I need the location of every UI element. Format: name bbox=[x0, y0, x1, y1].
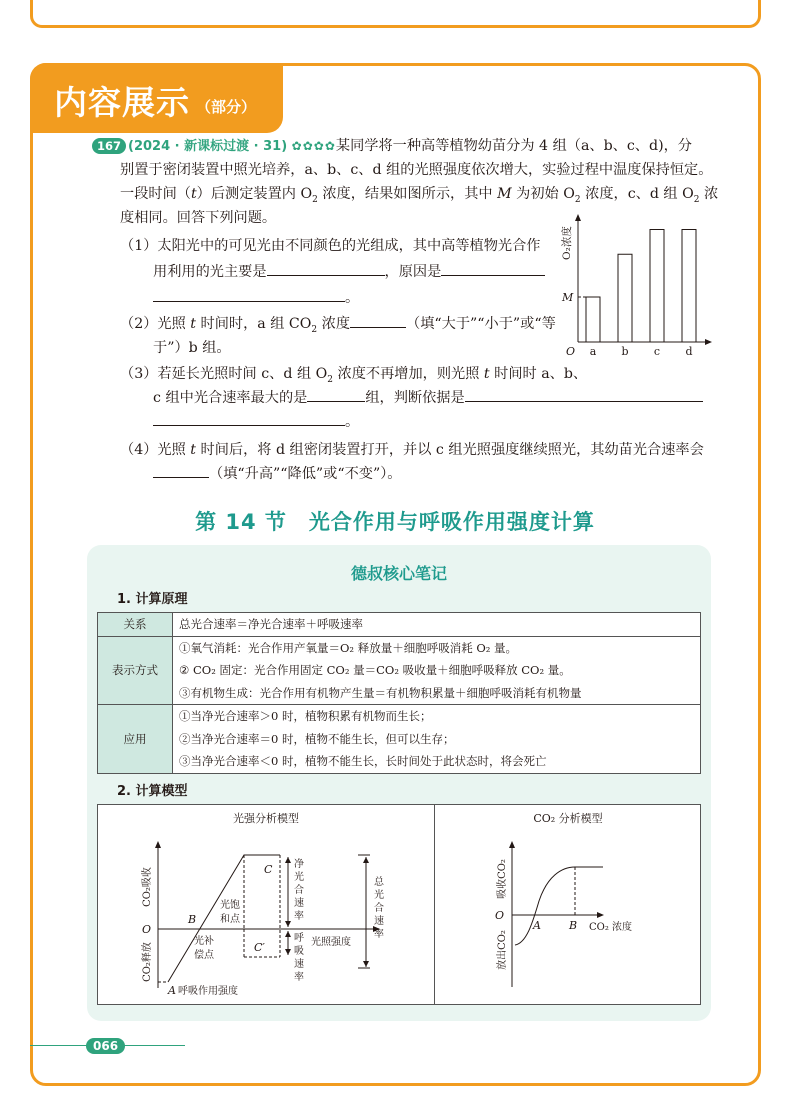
page-subtitle: （部分） bbox=[196, 98, 257, 116]
o2-bar-chart bbox=[556, 210, 716, 360]
saturation-label-2: 和点 bbox=[220, 914, 240, 925]
compensation-label-2: 偿点 bbox=[194, 950, 214, 961]
light-intensity-model bbox=[98, 805, 434, 1004]
answer-blank[interactable] bbox=[153, 286, 345, 302]
category-label-d: d bbox=[685, 345, 693, 358]
part-4-line-1: （4）光照 t 时间后，将 d 组密闭装置打开，并以 c 组光照强度继续照光，其幼苗光合速率会 bbox=[120, 442, 704, 458]
calc-model-box bbox=[97, 804, 701, 1005]
point-b: B bbox=[188, 913, 197, 926]
part-3-line-3: 。 bbox=[153, 410, 359, 434]
net-rate-char: 合 bbox=[294, 885, 304, 896]
question-line-2: 别置于密闭装置中照光培养，a、b、c、d 组的光照强度依次增大，实验过程中温度保持恒定。 bbox=[120, 162, 713, 178]
net-rate-char: 速 bbox=[294, 898, 304, 909]
notes-title: 德叔核心笔记 bbox=[350, 564, 447, 583]
co2-x-label: CO₂ 浓度 bbox=[589, 922, 633, 933]
calc-model-heading: 2. 计算模型 bbox=[117, 784, 188, 799]
part-2-line-1: （2）光照 t 时间时，a 组 $CO_2$ 浓度 （填“大于”“小于”或“等 bbox=[120, 312, 556, 342]
bar-a bbox=[586, 297, 600, 342]
part-1-line-1: （1）太阳光中的可见光由不同颜色的光组成，其中高等植物光合作 bbox=[120, 238, 541, 254]
total-rate-char: 率 bbox=[374, 929, 384, 940]
point-c-prime: C′ bbox=[254, 941, 265, 954]
calc-principle-heading: 1. 计算原理 bbox=[117, 592, 188, 607]
row-body: ①当净光合速率＞0 时，植物积累有机物而生长； ②当净光合速率＝0 时，植物不能生长，但可以生存； ③当净光合速率＜0 时，植物不能生长，长时间处于此状态时，将会死亡 bbox=[173, 705, 701, 774]
question-line-3: 一段时间（t）后测定装置内 $O_2$ 浓度，结果如图所示，其中 M 为初始 $O_2$ 浓度，c、d 组 $O_2$ 浓 bbox=[120, 186, 719, 205]
light-x-label: 光照强度 bbox=[311, 937, 351, 948]
part-1-line-3: 。 bbox=[153, 286, 359, 310]
light-origin: O bbox=[142, 923, 152, 936]
question-line-4: 度相同。回答下列问题。 bbox=[120, 210, 277, 226]
y-axis-label: O₂浓度 bbox=[561, 226, 573, 260]
category-label-a: a bbox=[589, 345, 597, 358]
principle-table bbox=[97, 612, 701, 774]
resp-rate-char: 吸 bbox=[294, 946, 304, 957]
row-body: 总光合速率＝净光合速率＋呼吸速率 bbox=[173, 613, 701, 637]
part-4-line-2: （填“升高”“降低”或“不变”）。 bbox=[153, 462, 401, 486]
resp-rate-char: 率 bbox=[294, 972, 304, 983]
net-rate-char: 光 bbox=[294, 872, 304, 883]
answer-blank[interactable] bbox=[465, 386, 703, 402]
answer-blank[interactable] bbox=[307, 386, 365, 402]
question-line-1 bbox=[92, 134, 692, 159]
co2-point-b: B bbox=[569, 919, 578, 932]
page-title: 内容展示 bbox=[54, 83, 190, 122]
core-notes-box bbox=[87, 545, 711, 1021]
co2-concentration-model bbox=[435, 805, 701, 1004]
co2-point-a: A bbox=[533, 919, 541, 932]
net-rate-char: 净 bbox=[294, 859, 304, 870]
compensation-label-1: 光补 bbox=[194, 936, 214, 947]
answer-blank[interactable] bbox=[153, 410, 345, 426]
bar-b bbox=[618, 254, 632, 342]
light-y-down-label: CO₂释放 bbox=[142, 942, 153, 982]
total-rate-char: 速 bbox=[374, 916, 384, 927]
resp-rate-char: 呼 bbox=[294, 933, 304, 944]
table-row bbox=[98, 705, 701, 774]
row-body: ①氧气消耗：光合作用产氧量＝O₂ 释放量＋细胞呼吸消耗 O₂ 量。 ② CO₂ 固定：光合作用固定 CO₂ 量＝CO₂ 吸收量＋细胞呼吸释放 CO₂ 量。 ③有机物生成：光合作用有机物产生量＝有机物积累量＋细胞呼吸消耗有机物量 bbox=[173, 636, 701, 705]
co2-origin: O bbox=[495, 909, 505, 922]
part-3-line-1: （3）若延长光照时间 c、d 组 $O_2$ 浓度不再增加，则光照 t 时间时 a、b、 bbox=[120, 366, 588, 385]
question-intro: 某同学将一种高等植物幼苗分为 4 组（a、b、c、d)，分 bbox=[335, 138, 692, 154]
answer-blank[interactable] bbox=[267, 260, 385, 276]
category-label-c: c bbox=[653, 345, 661, 358]
difficulty-stars: ✿✿✿✿ bbox=[291, 139, 336, 153]
section-heading: 第 14 节 光合作用与呼吸作用强度计算 bbox=[195, 510, 595, 534]
total-rate-char: 合 bbox=[374, 903, 384, 914]
respiration-intensity-label: 呼吸作用强度 bbox=[178, 986, 238, 997]
total-rate-char: 总 bbox=[374, 877, 384, 888]
table-row bbox=[98, 636, 701, 705]
question-source: (2024 · 新课标过渡 · 31) bbox=[128, 139, 288, 154]
point-a: A bbox=[168, 984, 176, 997]
page-number: 066 bbox=[86, 1038, 125, 1054]
row-header: 表示方式 bbox=[98, 636, 173, 705]
row-header: 应用 bbox=[98, 705, 173, 774]
answer-blank[interactable] bbox=[350, 312, 406, 328]
co2-y-down-label: 放出CO₂ bbox=[497, 930, 508, 970]
section-tab bbox=[30, 63, 283, 133]
answer-blank[interactable] bbox=[441, 260, 545, 276]
resp-rate-char: 速 bbox=[294, 959, 304, 970]
row-header: 关系 bbox=[98, 613, 173, 637]
reference-label-m: M bbox=[562, 291, 574, 304]
part-3-line-2: c 组中光合速率最大的是 组，判断依据是 bbox=[153, 386, 703, 410]
category-label-b: b bbox=[621, 345, 629, 358]
question-number: 167 bbox=[92, 138, 126, 154]
co2-y-up-label: 吸收CO₂ bbox=[497, 859, 508, 899]
part-2-line-2: 于”）b 组。 bbox=[153, 340, 231, 356]
net-rate-char: 率 bbox=[294, 911, 304, 922]
point-c: C bbox=[264, 863, 273, 876]
bar-d bbox=[682, 230, 696, 343]
table-row bbox=[98, 613, 701, 637]
light-model-title: 光强分析模型 bbox=[233, 812, 299, 825]
part-1-line-2: 用利用的光主要是 ，原因是 bbox=[153, 260, 545, 284]
bar-c bbox=[650, 230, 664, 343]
top-frame bbox=[30, 0, 761, 28]
total-rate-char: 光 bbox=[374, 890, 384, 901]
origin-label: O bbox=[566, 345, 576, 358]
saturation-label-1: 光饱 bbox=[220, 900, 240, 911]
answer-blank[interactable] bbox=[153, 462, 209, 478]
light-y-up-label: CO₂吸收 bbox=[142, 867, 153, 907]
co2-model-title: CO₂ 分析模型 bbox=[533, 812, 603, 825]
